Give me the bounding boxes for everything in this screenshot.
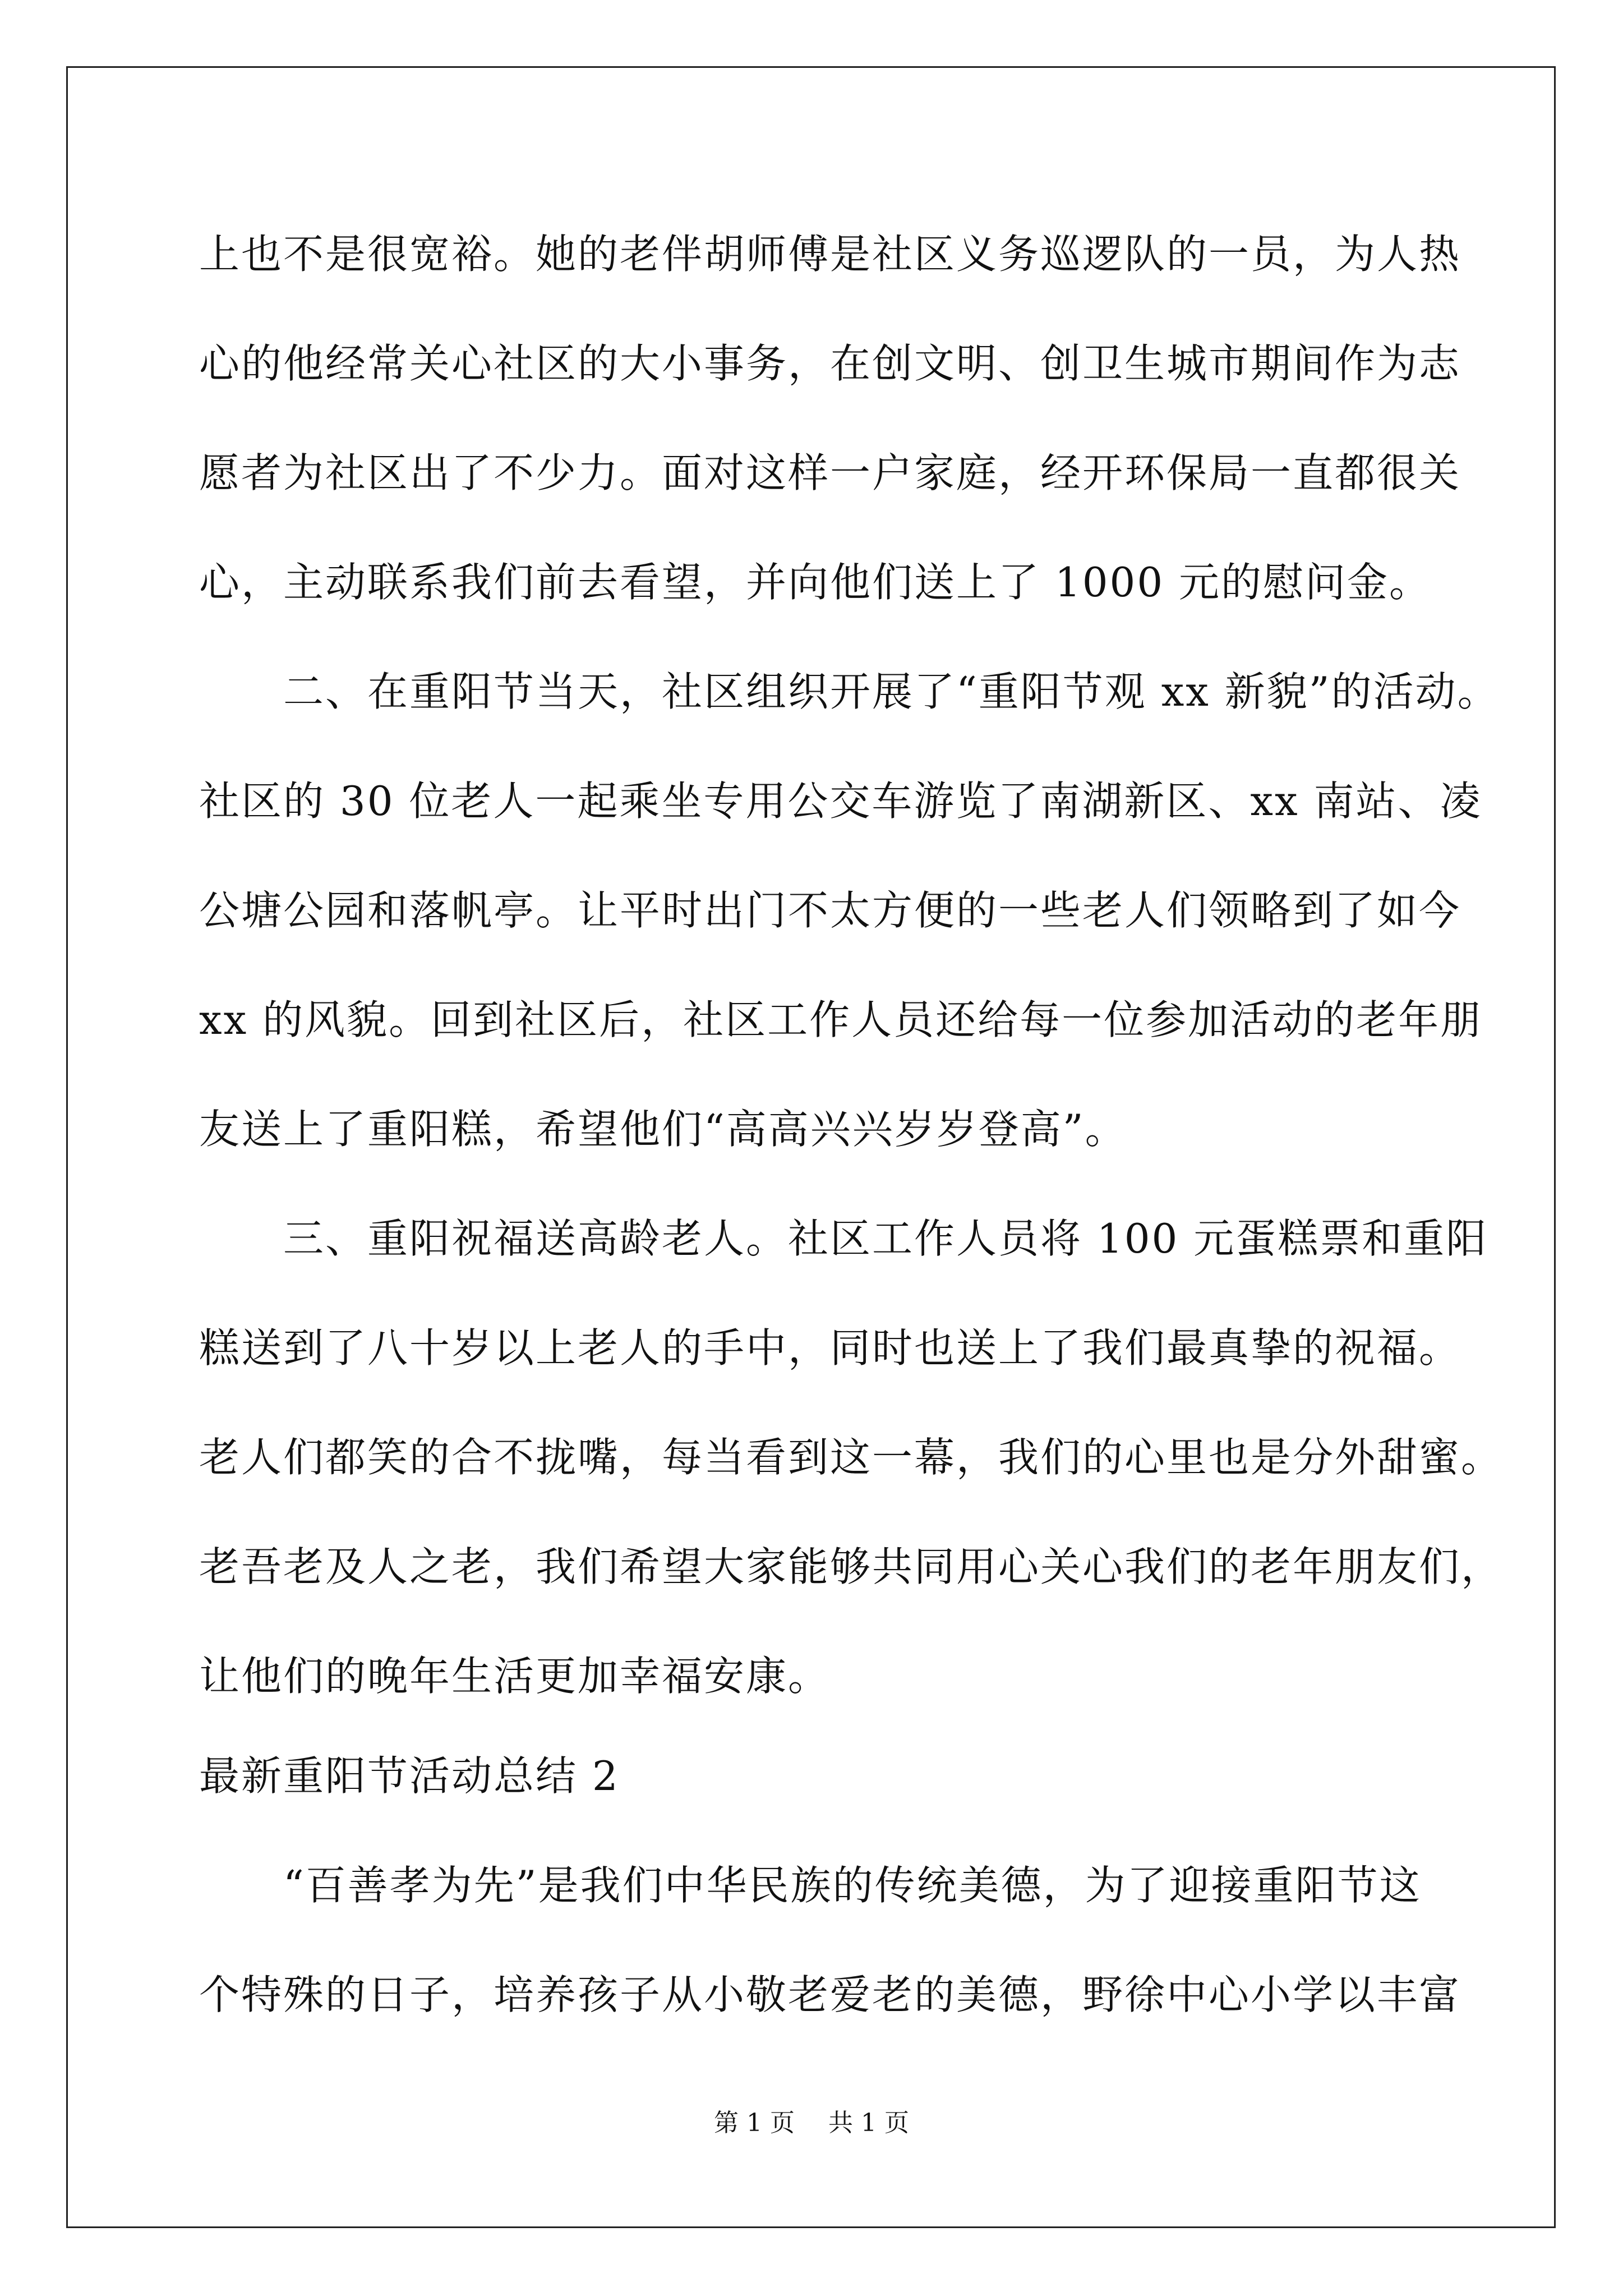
body-text-line: 老吾老及人之老，我们希望大家能够共同用心关心我们的老年朋友们， <box>199 1543 1504 1590</box>
body-text-line: 愿者为社区出了不少力。面对这样一户家庭，经开环保局一直都很关 <box>199 449 1461 496</box>
body-text-line: 心的他经常关心社区的大小事务，在创文明、创卫生城市期间作为志 <box>199 340 1461 387</box>
page-footer <box>0 2106 1623 2140</box>
body-text-line: 公塘公园和落帆亭。让平时出门不太方便的一些老人们领略到了如今 <box>199 887 1461 934</box>
body-text-line: 上也不是很宽裕。她的老伴胡师傅是社区义务巡逻队的一员，为人热 <box>199 231 1461 278</box>
body-text-line: 让他们的晚年生活更加幸福安康。 <box>199 1653 831 1700</box>
body-text-line: “百善孝为先”是我们中华民族的传统美德，为了迎接重阳节这 <box>283 1862 1422 1909</box>
page-number: 第 1 页 <box>714 2109 795 2137</box>
page-count: 共 1 页 <box>828 2109 909 2137</box>
body-text-line: 社区的 30 位老人一起乘坐专用公交车游览了南湖新区、xx 南站、凌 <box>199 777 1482 825</box>
section-title: 最新重阳节活动总结 2 <box>199 1752 620 1800</box>
body-text-line: 心，主动联系我们前去看望，并向他们送上了 1000 元的慰问金。 <box>199 559 1432 606</box>
body-text-line: 老人们都笑的合不拢嘴，每当看到这一幕，我们的心里也是分外甜蜜。 <box>199 1434 1504 1481</box>
body-text-line: 友送上了重阳糕，希望他们“高高兴兴岁岁登高”。 <box>199 1106 1127 1153</box>
body-text-line: 个特殊的日子，培养孩子从小敬老爱老的美德，野徐中心小学以丰富 <box>199 1971 1461 2018</box>
body-text-line: xx 的风貌。回到社区后，社区工作人员还给每一位参加活动的老年朋 <box>199 996 1483 1043</box>
body-text-line: 糕送到了八十岁以上老人的手中，同时也送上了我们最真挚的祝福。 <box>199 1324 1461 1372</box>
body-text-line: 三、重阳祝福送高龄老人。社区工作人员将 100 元蛋糕票和重阳 <box>283 1215 1488 1262</box>
body-text-line: 二、在重阳节当天，社区组织开展了“重阳节观 xx 新貌”的活动。 <box>283 668 1500 715</box>
